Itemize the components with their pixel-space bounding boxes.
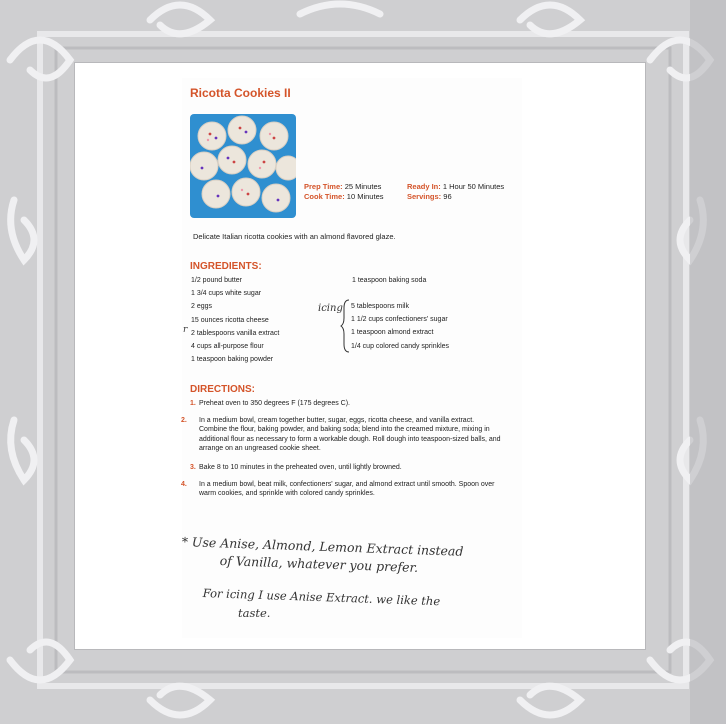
step-text: Preheat oven to 350 degrees F (175 degrees C). (199, 400, 350, 407)
handwritten-margin-mark: r (183, 325, 188, 335)
servings (407, 192, 452, 201)
ingredient-item: 4 cups all-purpose flour (191, 343, 264, 351)
handwritten-note-1-line-1: * Use Anise, Almond, Lemon Extract instead (181, 534, 464, 559)
ingredient-item: 15 ounces ricotta cheese (191, 316, 269, 324)
ingredient-item: 1 3/4 cups white sugar (191, 290, 262, 298)
servings-value: 96 (443, 192, 452, 201)
ingredients-right-list (351, 300, 449, 353)
ingredient-item: 1 teaspoon almond extract (351, 329, 434, 337)
directions-header: DIRECTIONS: (190, 384, 255, 395)
cookies-photo (190, 114, 296, 218)
handwritten-note-1-line-2: of Vanilla, whatever you prefer. (219, 553, 419, 575)
direction-step (181, 480, 504, 499)
ingredient-item: 1/4 cup colored candy sprinkles (351, 342, 450, 350)
ready-in-label: Ready In: (407, 182, 441, 191)
prep-time-value: 25 Minutes (344, 182, 382, 191)
ingredient-item: 1 1/2 cups confectioners' sugar (351, 316, 448, 324)
cook-time (304, 192, 383, 201)
direction-step (190, 463, 510, 472)
step-number: 4. (181, 481, 187, 488)
cook-time-label: Cook Time: (304, 192, 345, 201)
handwritten-note-2-line-1: For icing I use Anise Extract. we like the (202, 586, 441, 609)
step-number: 3. (190, 464, 196, 471)
step-text: In a medium bowl, beat milk, confectioners' sugar, and almond extract until smooth. Spoon over warm cookies, and sprinkle with colored candy sprinkles. (199, 481, 495, 498)
direction-step (190, 399, 510, 408)
recipe-title: Ricotta Cookies II (190, 86, 291, 100)
ingredient-item: 1 teaspoon baking powder (191, 356, 274, 364)
ingredient-item: 1/2 pound butter (191, 277, 242, 284)
servings-label: Servings: (407, 192, 442, 201)
recipe-description: Delicate Italian ricotta cookies with an almond flavored glaze. (193, 232, 396, 241)
prep-time-label: Prep Time: (304, 182, 343, 191)
step-text: Bake 8 to 10 minutes in the preheated oven, until lightly browned. (199, 464, 402, 471)
handwritten-icing-label: icing (318, 303, 343, 314)
ingredients-left-list (191, 274, 279, 366)
handwritten-note-2-line-2: taste. (238, 606, 271, 620)
step-number: 1. (190, 400, 196, 407)
cookies-photo-icon (190, 114, 296, 218)
direction-step (181, 416, 504, 454)
ingredients-header: INGREDIENTS: (190, 261, 262, 272)
prep-time (304, 182, 381, 191)
ingredient-item: 1 teaspoon baking soda (352, 277, 427, 284)
ingredient-item: 2 eggs (191, 303, 213, 311)
ready-in-value: 1 Hour 50 Minutes (442, 182, 505, 191)
ingredient-item: 2 tablespoons vanilla extract (191, 329, 280, 337)
step-number: 2. (181, 417, 187, 424)
ready-in (407, 182, 504, 191)
ingredient-item: 5 tablespoons milk (351, 303, 409, 310)
step-text: In a medium bowl, cream together butter, sugar, eggs, ricotta cheese, and vanilla extract. Combine the flour, baking powder, and baking soda; blend into the creamed mixture, mixing in additional flour as necessary to form a workable dough. Roll dough into teaspoon-sized balls, and arrange on an ungreased cookie sheet. (199, 417, 501, 453)
cook-time-value: 10 Minutes (346, 192, 384, 201)
